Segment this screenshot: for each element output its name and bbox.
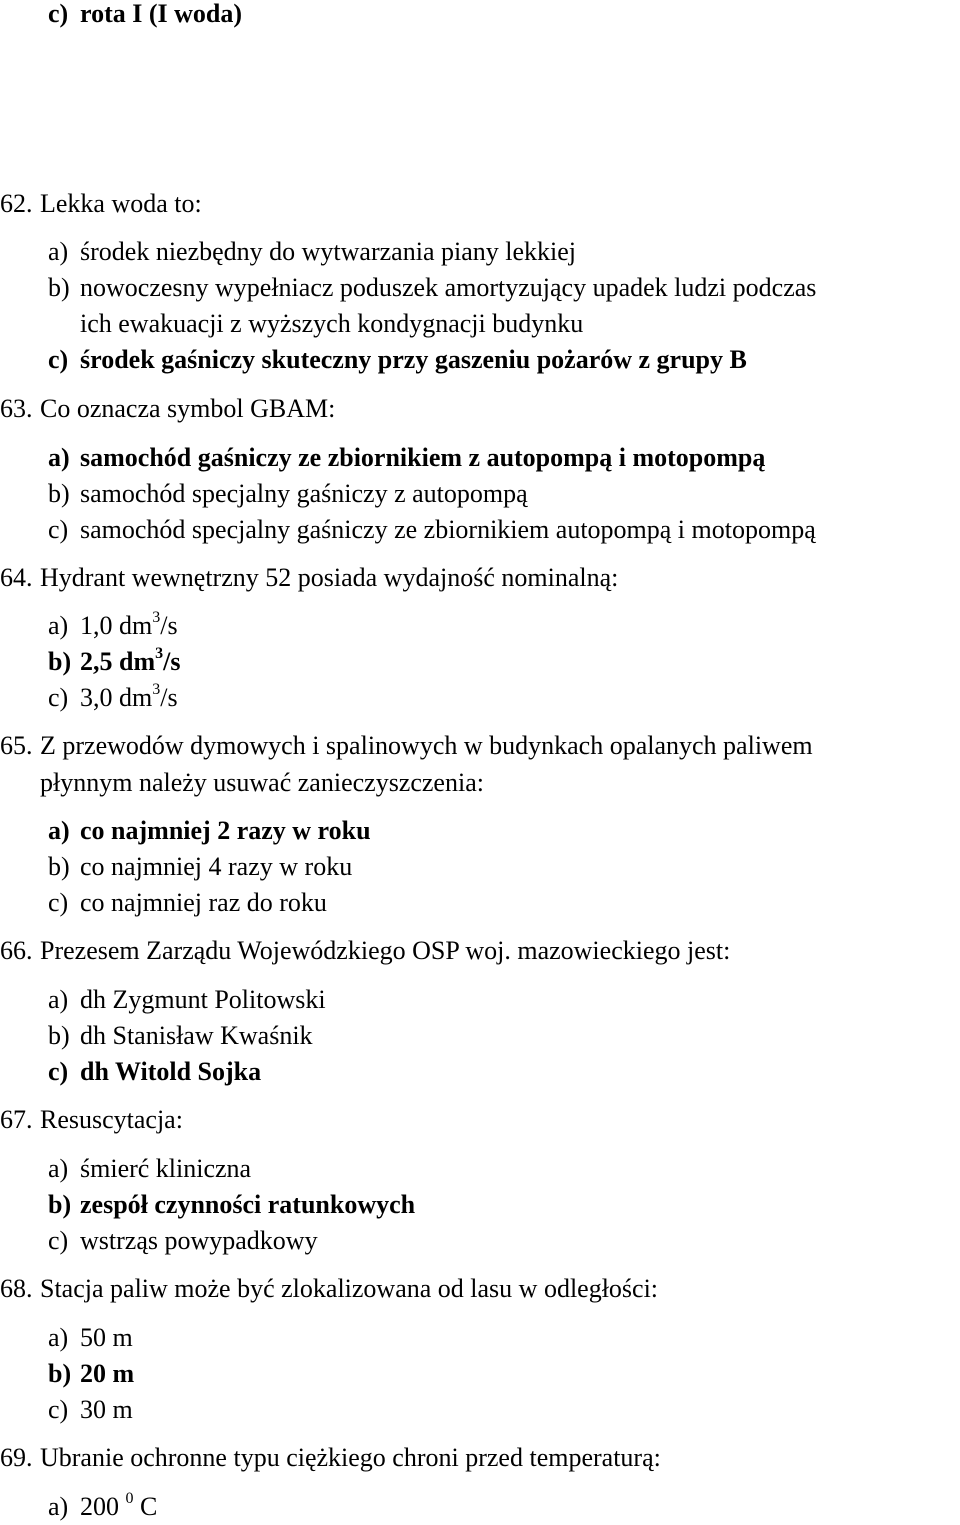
answer-text-continued: ich ewakuacji z wyższych kondygnacji budynku xyxy=(80,309,584,338)
answer-text: co najmniej raz do roku xyxy=(80,888,327,917)
answer-label: c) xyxy=(48,1226,69,1255)
answer-text: 30 m xyxy=(80,1395,133,1424)
superscript: 3 xyxy=(152,609,161,627)
question-number: 64. xyxy=(0,563,33,592)
answer-text: środek niezbędny do wytwarzania piany lekkiej xyxy=(80,237,576,266)
answer-label: b) xyxy=(48,1359,72,1388)
answer-text: samochód specjalny gaśniczy z autopompą xyxy=(80,479,528,508)
answer-text: rota I (I woda) xyxy=(80,0,243,28)
answer-text: co najmniej 2 razy w roku xyxy=(80,816,371,845)
answer-label: a) xyxy=(48,611,69,640)
answer-label: c) xyxy=(48,345,69,374)
answer-text: 1,0 $dm^3/s$ xyxy=(80,609,178,640)
answer-text: 2,5 $dm^3/s$ xyxy=(80,645,181,676)
question-text-continued: płynnym należy usuwać zanieczyszczenia: xyxy=(40,768,484,797)
answer-text: samochód specjalny gaśniczy ze zbiornikiem autopompą i motopompą xyxy=(80,515,816,544)
question-number: 63. xyxy=(0,394,33,423)
answer-text: środek gaśniczy skuteczny przy gaszeniu pożarów z grupy B xyxy=(80,345,747,374)
answer-label: a) xyxy=(48,985,69,1014)
question-number: 66. xyxy=(0,936,33,965)
question-text: Resuscytacja: xyxy=(40,1105,183,1134)
answer-text: samochód gaśniczy ze zbiornikiem z autopompą i motopompą xyxy=(80,443,766,472)
answer-label: b) xyxy=(48,479,70,508)
question-text: Lekka woda to: xyxy=(40,189,202,218)
answer-label: c) xyxy=(48,515,69,544)
superscript: 3 xyxy=(152,681,161,699)
question-number: 65. xyxy=(0,731,33,760)
answer-label: a) xyxy=(48,1323,69,1352)
answer-text: 3,0 $dm^3/s$ xyxy=(80,681,178,712)
answer-text: dh Stanisław Kwaśnik xyxy=(80,1021,313,1050)
question-text: Hydrant wewnętrzny 52 posiada wydajność nominalną: xyxy=(40,563,619,592)
answer-label: b) xyxy=(48,273,70,302)
answer-text: wstrząs powypadkowy xyxy=(80,1226,318,1255)
question-number: 67. xyxy=(0,1105,33,1134)
superscript: 3 xyxy=(155,645,164,663)
answer-label: c) xyxy=(48,1395,69,1424)
answer-label: a) xyxy=(48,816,70,845)
question-text: Prezesem Zarządu Wojewódzkiego OSP woj. mazowieckiego jest: xyxy=(40,936,731,965)
answer-text: dh Zygmunt Politowski xyxy=(80,985,326,1014)
question-text: Co oznacza symbol GBAM: xyxy=(40,394,336,423)
answer-label: b) xyxy=(48,647,72,676)
answer-label: c) xyxy=(48,1057,69,1086)
answer-label: b) xyxy=(48,852,70,881)
answer-label: a) xyxy=(48,1154,69,1183)
answer-label: a) xyxy=(48,443,70,472)
answer-label: c) xyxy=(48,888,69,917)
answer-text: śmierć kliniczna xyxy=(80,1154,252,1183)
question-number: 68. xyxy=(0,1274,33,1303)
question-text: Stacja paliw może być zlokalizowana od lasu w odległości: xyxy=(40,1274,659,1303)
answer-text: co najmniej 4 razy w roku xyxy=(80,852,353,881)
answer-text: nowoczesny wypełniacz poduszek amortyzujący upadek ludzi podczas xyxy=(80,273,817,302)
answer-label: a) xyxy=(48,1492,69,1521)
superscript: 0 xyxy=(125,1490,134,1508)
answer-text: 20 m xyxy=(80,1359,135,1388)
answer-label: b) xyxy=(48,1190,72,1219)
answer-text: 50 m xyxy=(80,1323,133,1352)
question-number: 69. xyxy=(0,1443,33,1472)
question-text: Ubranie ochronne typu ciężkiego chroni przed temperaturą: xyxy=(40,1443,661,1472)
answer-label: b) xyxy=(48,1021,70,1050)
answer-text: zespół czynności ratunkowych xyxy=(80,1190,416,1219)
answer-label: a) xyxy=(48,237,69,266)
answer-label: c) xyxy=(48,683,69,712)
answer-text: 200 $^0$ C xyxy=(80,1490,158,1521)
question-number: 62. xyxy=(0,189,33,218)
answer-text: dh Witold Sojka xyxy=(80,1057,262,1086)
question-text: Z przewodów dymowych i spalinowych w budynkach opalanych paliwem xyxy=(40,731,813,760)
answer-label: c) xyxy=(48,0,69,28)
